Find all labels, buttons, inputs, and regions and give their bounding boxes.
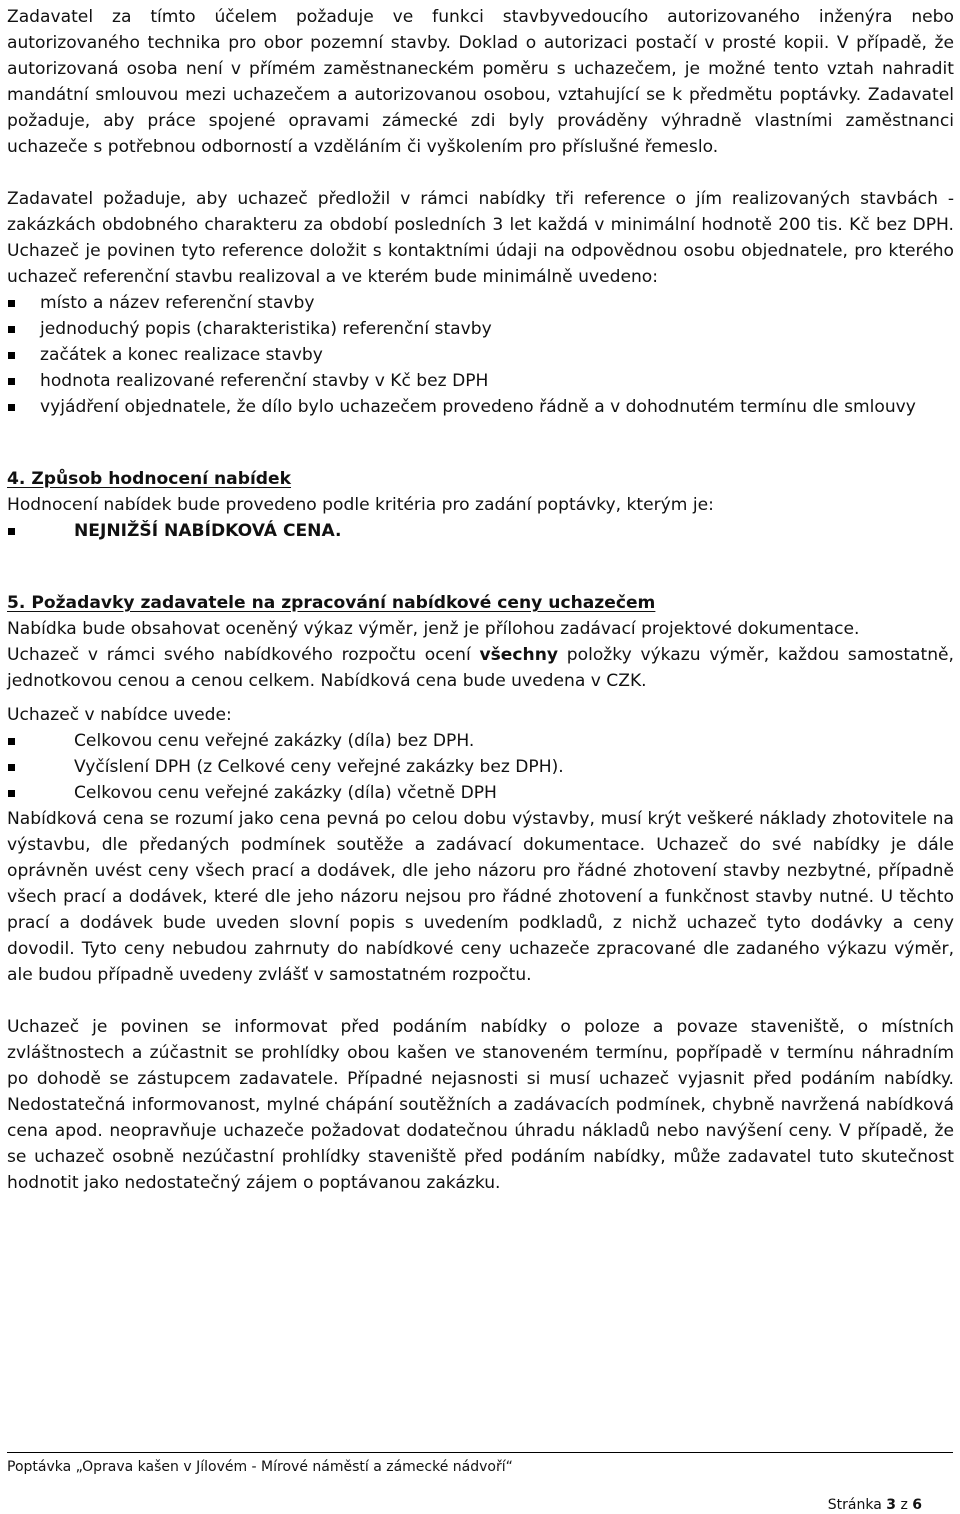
list-item: Celkovou cenu veřejné zakázky (díla) bez DPH. <box>7 728 954 754</box>
section-5-intro: Uchazeč v nabídce uvede: <box>7 705 232 725</box>
bullet-square-icon <box>8 790 15 797</box>
bullet-square-icon <box>8 528 15 535</box>
evaluation-criterion-list <box>7 518 954 544</box>
bullet-square-icon <box>8 378 15 385</box>
list-item: vyjádření objednatele, že dílo bylo uchazečem provedeno řádně a v dohodnutém termínu dle smlouvy <box>7 394 954 420</box>
bullet-square-icon <box>8 326 15 333</box>
section-5-heading: 5. Požadavky zadavatele na zpracování nabídkové ceny uchazečem <box>7 593 656 613</box>
price-items-list <box>7 728 954 806</box>
list-item: Celkovou cenu veřejné zakázky (díla) včetně DPH <box>7 780 954 806</box>
bullet-square-icon <box>8 352 15 359</box>
site-inspection-paragraph: Uchazeč je povinen se informovat před podáním nabídky o poloze a povaze staveniště, o místních zvláštnostech a zúčastnit se prohlídky obou kašen ve stanoveném termínu, popřípadě v termínu náhradním po dohodě se zástupcem zadavatele. Případné nejasnosti si musí uchazeč vyjasnit před podáním nabídky. Nedostatečná informovanost, mylné chápání soutěžních a zadávacích podmínek, chybně navržená nabídková cena apod. neopravňuje uchazeče požadovat dodatečnou úhradu nákladů nebo navýšení ceny. V případě, že se uchazeč osobně nezúčastní prohlídky staveniště před podáním nabídky, může zadavatel tuto skutečnost hodnotit jako nedostatečný zájem o poptávanou zakázku. <box>7 1017 954 1193</box>
section-4-heading: 4. Způsob hodnocení nabídek <box>7 469 292 489</box>
list-item: NEJNIŽŠÍ NABÍDKOVÁ CENA. <box>7 518 954 544</box>
price-paragraph: Nabídková cena se rozumí jako cena pevná po celou dobu výstavby, musí krýt veškeré náklady zhotovitele na výstavbu, dle předaných podmínek soutěže a zadávací dokumentace. Uchazeč do své nabídky je dále oprávněn uvést ceny všech prací a dodávek, dle jeho názoru pro řádné zhotovení stavby nezbytné, případně všech prací a dodávek, které dle jeho názoru nejsou pro řádné zhotovení a funkčnost stavby nutné. U těchto prací a dodávek bude uveden slovní popis s uvedením podkladů, z nichž uchazeč tyto dodávky a ceny dovodil. Tyto ceny nebudou zahrnuty do nabídkové ceny uchazeče zpracované dle zadaného výkazu výměr, ale budou případně uvedeny zvlášť v samostatném rozpočtu. <box>7 809 954 985</box>
section-4-text: Hodnocení nabídek bude provedeno podle kritéria pro zadání poptávky, kterým je: <box>7 495 714 515</box>
section-5-line-1: Nabídka bude obsahovat oceněný výkaz výměr, jenž je přílohou zadávací projektové dokumentace. <box>7 619 860 639</box>
page-number: Stránka 3 z 6 <box>827 1497 922 1513</box>
bullet-square-icon <box>8 404 15 411</box>
list-item: místo a název referenční stavby <box>7 290 954 316</box>
footer-divider <box>7 1452 953 1453</box>
paragraph-authorization: Zadavatel za tímto účelem požaduje ve funkci stavbyvedoucího autorizovaného inženýra nebo autorizovaného technika pro obor pozemní stavby. Doklad o autorizaci postačí v prosté kopii. V případě, že autorizovaná osoba není v přímém zaměstnaneckém poměru s uchazečem, je možné tento vztah nahradit mandátní smlouvou mezi uchazečem a autorizovanou osobou, vztahující se k předmětu poptávky. Zadavatel požaduje, aby práce spojené opravami zámecké zdi byly prováděny výhradně vlastními zaměstnanci uchazeče s potřebnou odborností a vzděláním či vyškolením pro příslušné řemeslo. <box>7 7 954 157</box>
document-page <box>7 4 954 1196</box>
footer-title: Poptávka „Oprava kašen v Jílovém - Mírové náměstí a zámecké nádvoří“ <box>7 1459 513 1475</box>
list-item: začátek a konec realizace stavby <box>7 342 954 368</box>
list-item: hodnota realizované referenční stavby v Kč bez DPH <box>7 368 954 394</box>
section-5-line-2: Uchazeč v rámci svého nabídkového rozpočtu ocení všechny položky výkazu výměr, každou samostatně, jednotkovou cenou a cenou celkem. Nabídková cena bude uvedena v CZK. <box>7 645 954 691</box>
reference-requirements-list <box>7 290 954 420</box>
bullet-square-icon <box>8 300 15 307</box>
bullet-square-icon <box>8 764 15 771</box>
paragraph-references: Zadavatel požaduje, aby uchazeč předložil v rámci nabídky tři reference o jím realizovaných stavbách - zakázkách obdobného charakteru za období posledních 3 let každá v minimální hodnotě 200 tis. Kč bez DPH. Uchazeč je povinen tyto reference doložit s kontaktními údaji na odpovědnou osobu objednatele, pro kterého uchazeč referenční stavbu realizoval a ve kterém bude minimálně uvedeno: <box>7 189 954 287</box>
bullet-square-icon <box>8 738 15 745</box>
list-item: jednoduchý popis (charakteristika) referenční stavby <box>7 316 954 342</box>
list-item: Vyčíslení DPH (z Celkové ceny veřejné zakázky bez DPH). <box>7 754 954 780</box>
